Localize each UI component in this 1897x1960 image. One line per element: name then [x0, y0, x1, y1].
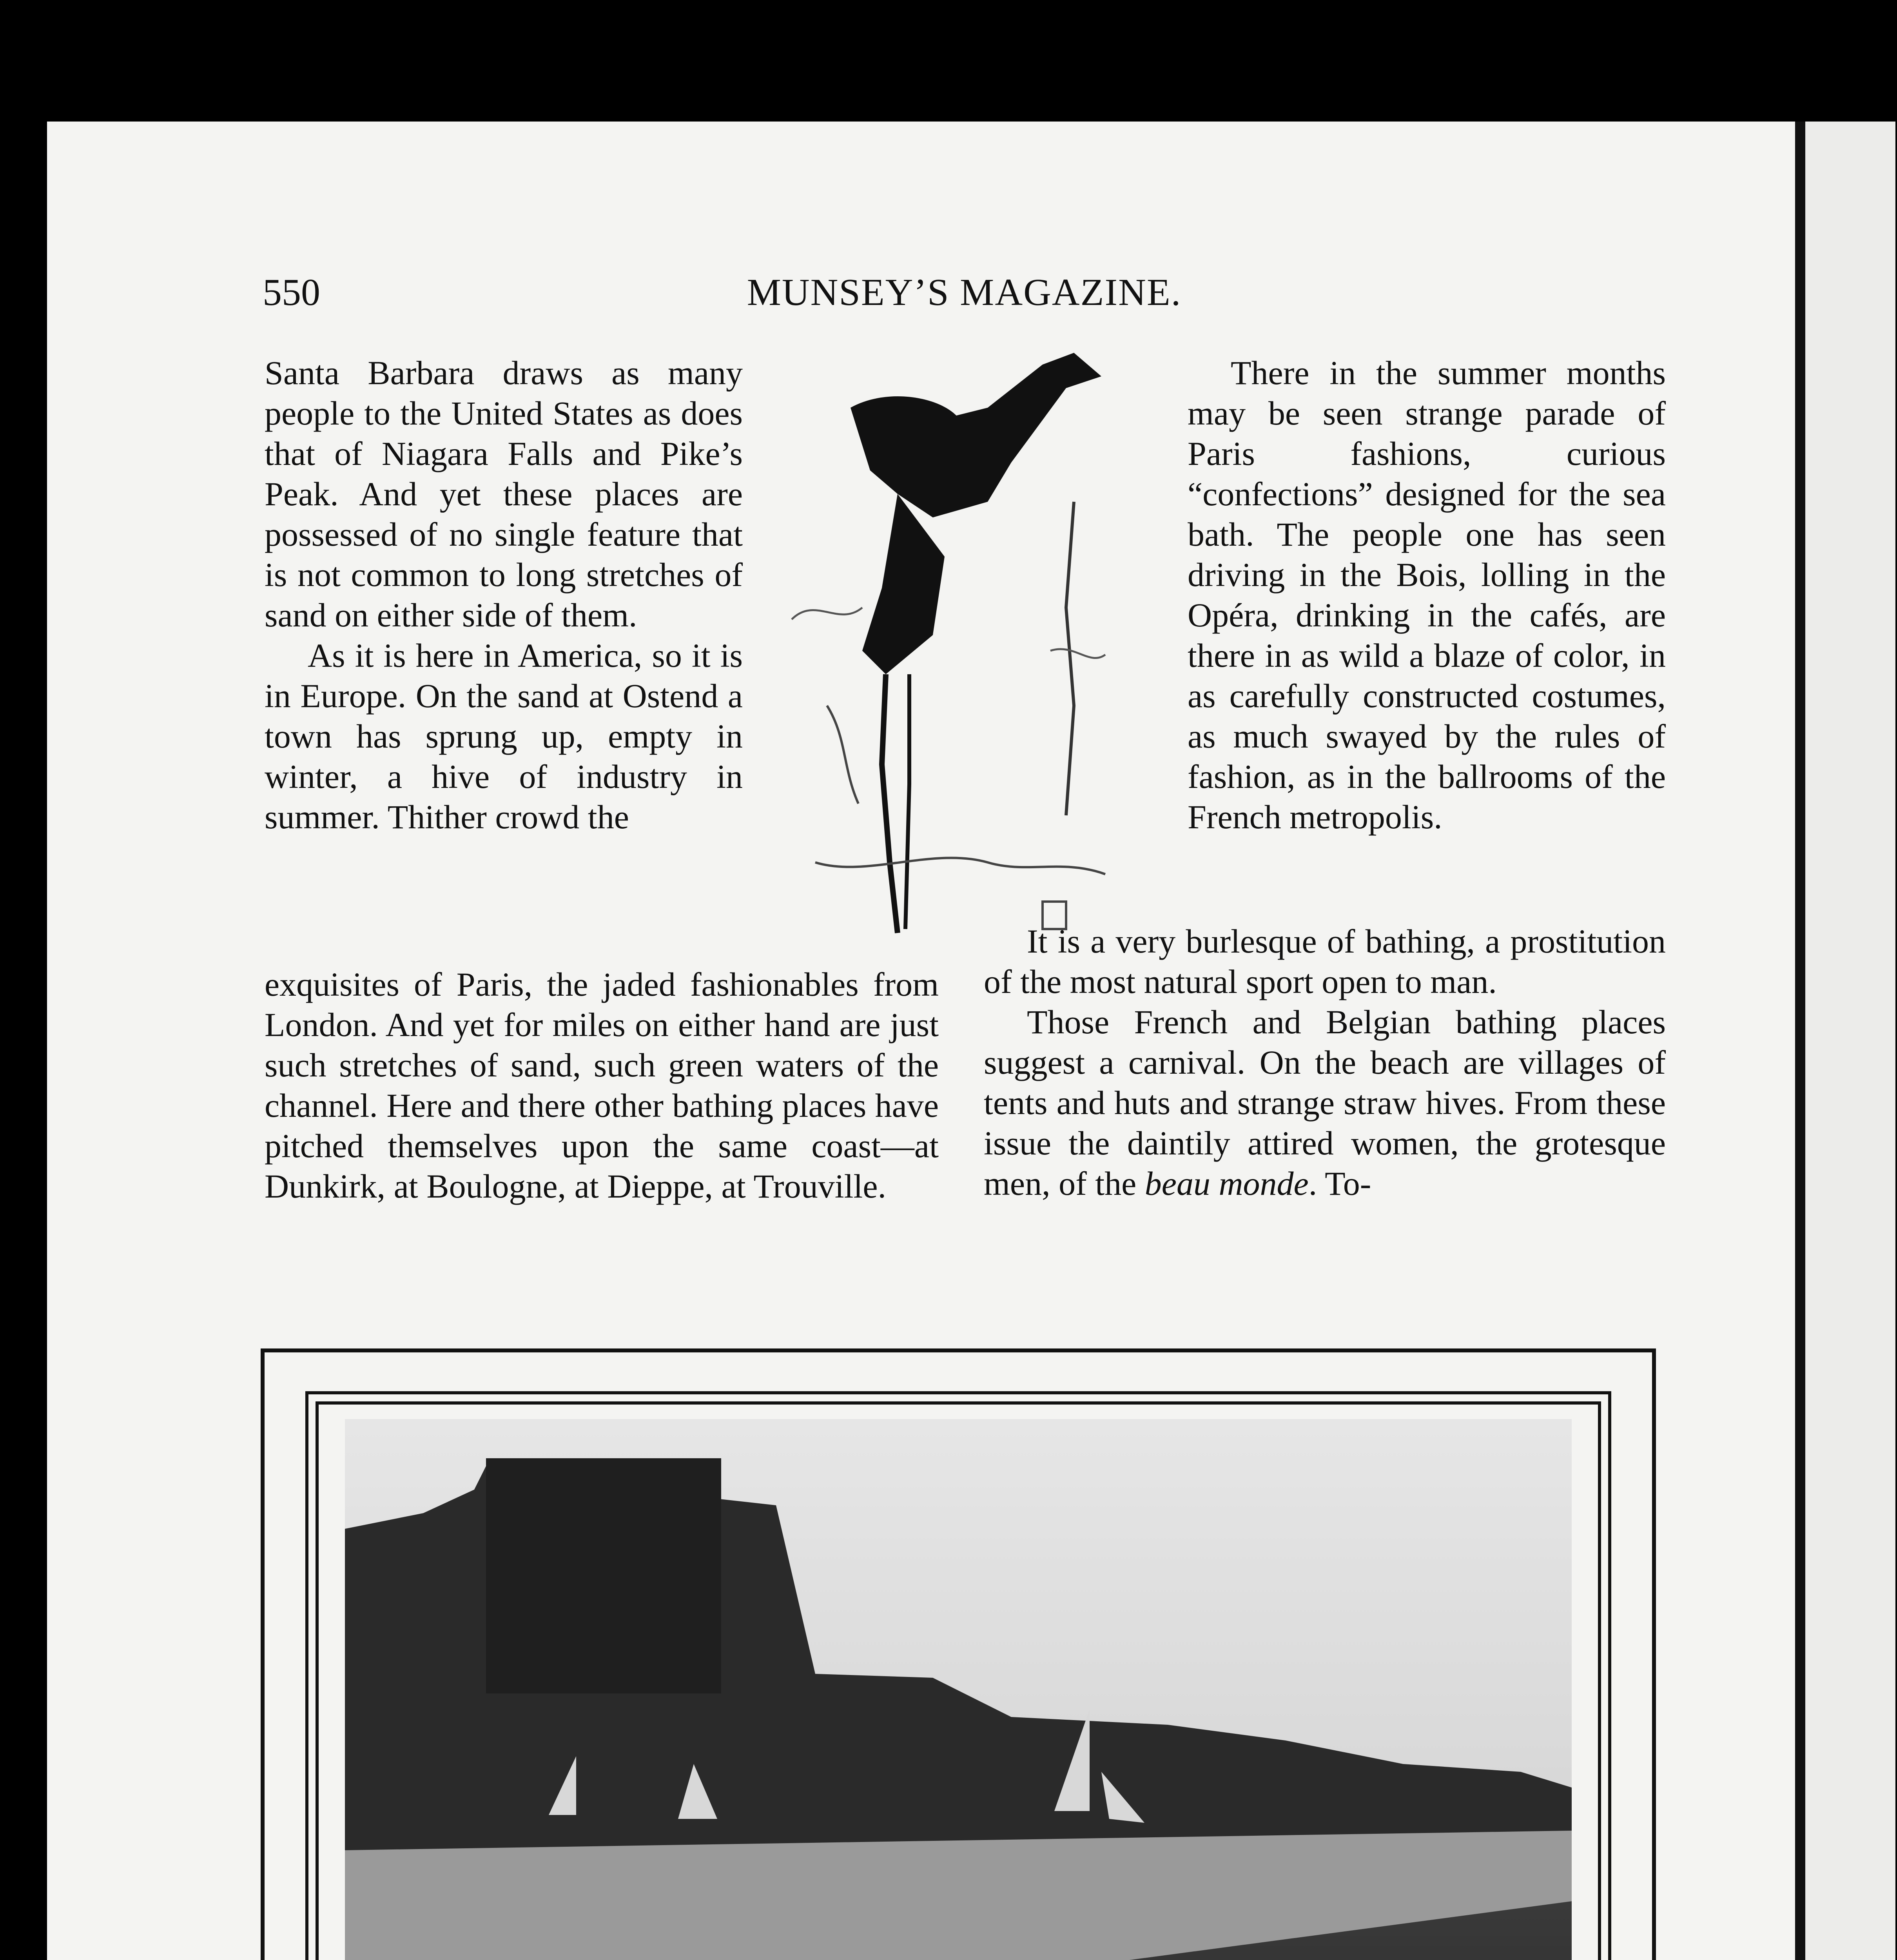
- page-number: 550: [263, 271, 320, 314]
- left-column-top: [265, 353, 743, 837]
- paragraph: There in the summer months may be seen strange parade of Paris fashions, curious “confections” designed for the sea bath. The people one has seen driving in the Bois, lolling in the Opéra, drinking in the cafés, are there in as wild a blaze of color, in as carefully constructed costumes, as much swayed by the rules of fashion, as in the ballrooms of the French metropolis.: [1188, 354, 1666, 836]
- text-run: . To-: [1308, 1165, 1371, 1202]
- right-column-top: [1188, 353, 1666, 837]
- magazine-title: MUNSEY’S MAGAZINE.: [747, 271, 1182, 314]
- paragraph: exquisites of Paris, the jaded fashionables from London. And yet for miles on either hand are just such stretches of sand, such green waters of the channel. Here and there other bathing places have pitched themselves upon the same coast—at Dunkirk, at Boulogne, at Dieppe, at Trouville.: [265, 965, 939, 1205]
- running-head: [263, 270, 1666, 325]
- paragraph: Santa Barbara draws as many people to the United States as does that of Niagara Falls and Pike’s Peak. And yet these places are possessed of no single feature that is not common to long stretches of sand on either side of them.: [265, 354, 743, 634]
- next-page-edge: [1795, 122, 1895, 1960]
- text-run: Those French and Belgian bathing places suggest a carnival. On the beach are villages of tents and huts and strange straw hives. From these issue the daintily attired women, the grotesque men, of the: [984, 1003, 1666, 1202]
- italic-phrase: beau monde: [1144, 1165, 1309, 1202]
- paragraph: [984, 1002, 1666, 1204]
- paragraph: As it is here in America, so it is in Europe. On the sand at Ostend a town has sprung up, empty in winter, a hive of industry in summer. Thither crowd the: [265, 637, 743, 836]
- right-column-bottom: [984, 921, 1666, 1204]
- paragraph: It is a very burlesque of bathing, a prostitution of the most natural sport open to man.: [984, 922, 1666, 1000]
- diving-bather-sketch-icon: [768, 353, 1160, 956]
- left-column-bottom: [265, 964, 939, 1207]
- brighton-seafront-photo-icon: [345, 1419, 1572, 1960]
